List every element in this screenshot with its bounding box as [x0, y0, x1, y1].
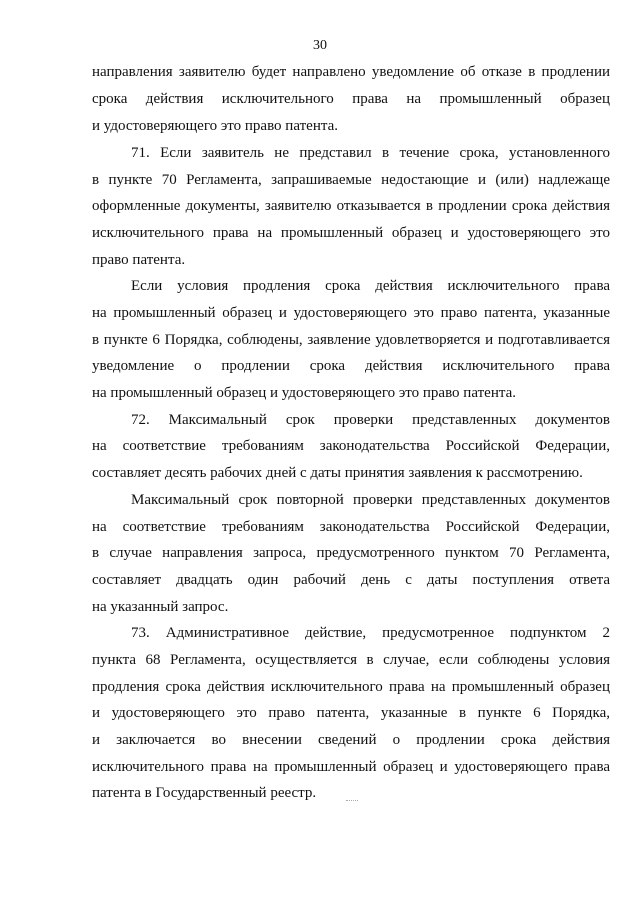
text-line: и заключается во внесении сведений о продлении срока действия: [92, 732, 610, 748]
text-line: уведомление о продлении срока действия исключительного права: [92, 358, 610, 374]
text-line: на промышленный образец и удостоверяющего это право патента.: [92, 385, 516, 401]
page-number: 30: [313, 38, 327, 53]
paragraph-first-line: Максимальный срок повторной проверки представленных документов: [131, 492, 610, 508]
text-line: исключительного права на промышленный образец и удостоверяющего права: [92, 759, 610, 775]
text-line: исключительного права на промышленный образец и удостоверяющего это: [92, 225, 610, 241]
paragraph-72-first-line: 72. Максимальный срок проверки представленных документов: [131, 412, 610, 428]
text-line: право патента.: [92, 252, 186, 268]
text-line: в случае направления запроса, предусмотренного пунктом 70 Регламента,: [92, 545, 610, 561]
text-line: в пункте 70 Регламента, запрашиваемые недостающие и (или) надлежаще: [92, 172, 610, 188]
text-line: направления заявителю будет направлено уведомление об отказе в продлении: [92, 64, 610, 80]
text-line: в пункте 6 Порядка, соблюдены, заявление удовлетворяется и подготавливается: [92, 332, 610, 348]
text-line: составляет двадцать один рабочий день с даты поступления ответа: [92, 572, 610, 588]
text-line: пункта 68 Регламента, осуществляется в случае, если соблюдены условия: [92, 652, 610, 668]
scan-speck: [346, 799, 358, 801]
text-line: оформленные документы, заявителю отказывается в продлении срока действия: [92, 198, 610, 214]
text-line: на указанный запрос.: [92, 599, 229, 615]
text-line: на соответствие требованиям законодательства Российской Федерации,: [92, 438, 610, 454]
paragraph-71-first-line: 71. Если заявитель не представил в течение срока, установленного: [131, 145, 610, 161]
text-line: продления срока действия исключительного права на промышленный образец: [92, 679, 610, 695]
text-line: и удостоверяющего это право патента.: [92, 118, 338, 134]
text-line: патента в Государственный реестр.: [92, 785, 317, 801]
text-line: на соответствие требованиям законодательства Российской Федерации,: [92, 519, 610, 535]
paragraph-first-line: Если условия продления срока действия исключительного права: [131, 278, 610, 294]
text-line: составляет десять рабочих дней с даты принятия заявления к рассмотрению.: [92, 465, 583, 481]
text-line: срока действия исключительного права на промышленный образец: [92, 91, 610, 107]
text-line: и удостоверяющего это право патента, указанные в пункте 6 Порядка,: [92, 705, 610, 721]
paragraph-73-first-line: 73. Административное действие, предусмотренное подпунктом 2: [131, 625, 610, 641]
text-line: на промышленный образец и удостоверяющего это право патента, указанные: [92, 305, 610, 321]
